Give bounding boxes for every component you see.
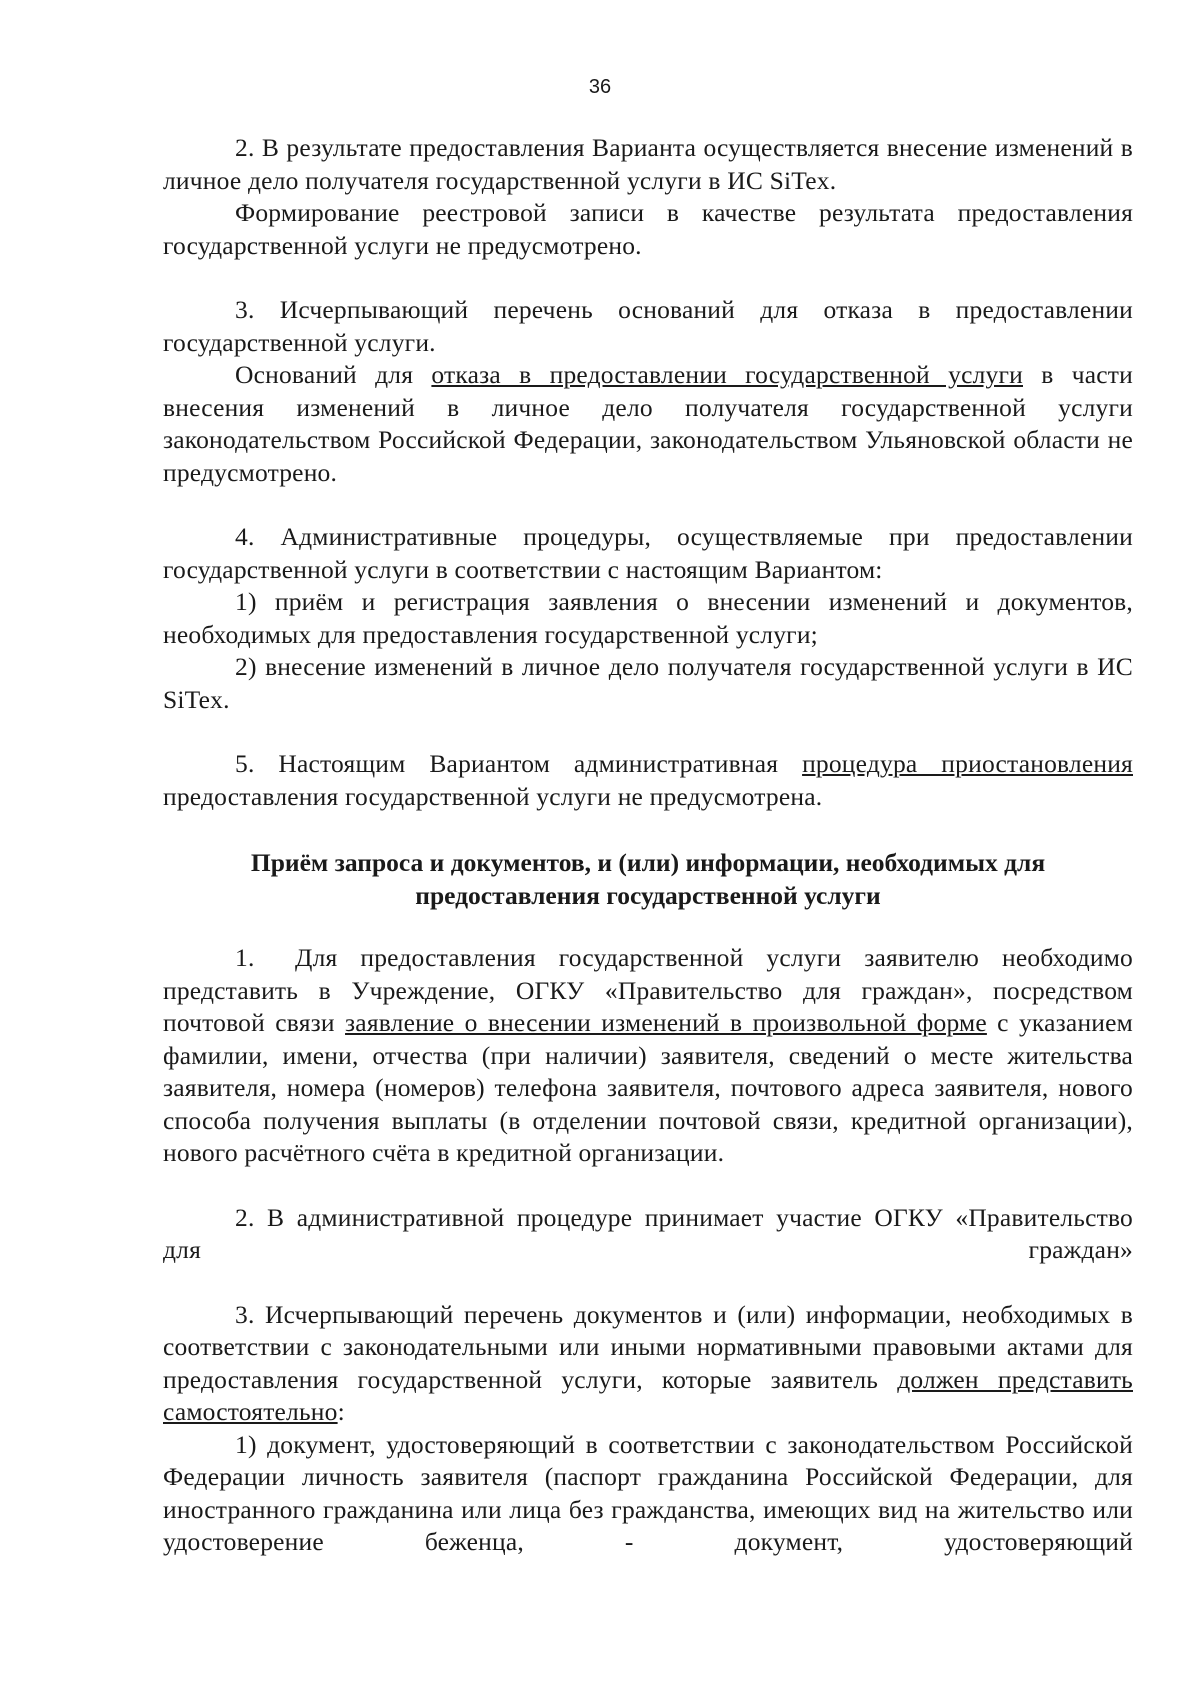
paragraph-5-suspension: 5. Настоящим Вариантом административная процедура приостановления предоставления государственной услуги не предусмотрена. <box>163 749 1133 811</box>
item-3-documents: 3. Исчерпывающий перечень документов и (или) информации, необходимых в соответствии с законодательными или иными нормативными правовыми актами для предоставления государственной услуги, которые заявитель должен представить самостоятельно: <box>163 1299 1133 1426</box>
underlined-application: заявление о внесении изменений в произвольной форме <box>345 1008 987 1037</box>
paragraph-4-admin-procedures: 4. Административные процедуры, осуществляемые при предоставлении государственной услуги в соответствии с настоящим Вариантом: <box>163 522 1133 584</box>
document-body <box>163 132 1133 1559</box>
paragraph-4-item-2: 2) внесение изменений в личное дело получателя государственной услуги в ИС SiTex. <box>163 652 1133 714</box>
paragraph-4-item-1: 1) приём и регистрация заявления о внесении изменений и документов, необходимых для предоставления государственной услуги; <box>163 587 1133 649</box>
paragraph-registry-record: Формирование реестровой записи в качестве результата предоставления государственной услуги не предусмотрено. <box>163 198 1133 260</box>
paragraph-no-refusal-grounds: Оснований для отказа в предоставлении государственной услуги в части внесения изменений в личное дело получателя государственной услуги законодательством Российской Федерации, законодательством Ульяновской области не предусмотрено. <box>163 360 1133 487</box>
item-3-subitem-1: 1) документ, удостоверяющий в соответствии с законодательством Российской Федерации личность заявителя (паспорт гражданина Российской Федерации, для иностранного гражданина или лица без гражданства, имеющих вид на жительство или удостоверение беженца, - документ, удостоверяющий <box>163 1429 1133 1556</box>
page-number: 36 <box>588 76 612 98</box>
paragraph-3-refusal-grounds: 3. Исчерпывающий перечень оснований для отказа в предоставлении государственной услуги. <box>163 295 1133 357</box>
item-1-application: 1. Для предоставления государственной услуги заявителю необходимо представить в Учреждение, ОГКУ «Правительство для граждан», посредством почтовой связи заявление о внесении изменений в произвольной форме с указанием фамилии, имени, отчества (при наличии) заявителя, сведений о месте жительства заявителя, номера (номеров) телефона заявителя, почтового адреса заявителя, нового способа получения выплаты (в отделении почтовой связи, кредитной организации), нового расчётного счёта в кредитной организации. <box>163 943 1133 1167</box>
section-heading: Приём запроса и документов, и (или) информации, необходимых для предоставления государственной услуги <box>250 848 1046 910</box>
paragraph-2-result: 2. В результате предоставления Варианта осуществляется внесение изменений в личное дело получателя государственной услуги в ИС SiTex. <box>163 133 1133 195</box>
underlined-suspension: процедура приостановления <box>802 749 1133 778</box>
underlined-self-submit: должен представить самостоятельно <box>163 1364 1133 1426</box>
underlined-refusal: отказа в предоставлении государственной услуги <box>431 360 1023 389</box>
item-2-participant: 2. В административной процедуре принимает участие ОГКУ «Правительство для граждан» <box>163 1202 1133 1264</box>
